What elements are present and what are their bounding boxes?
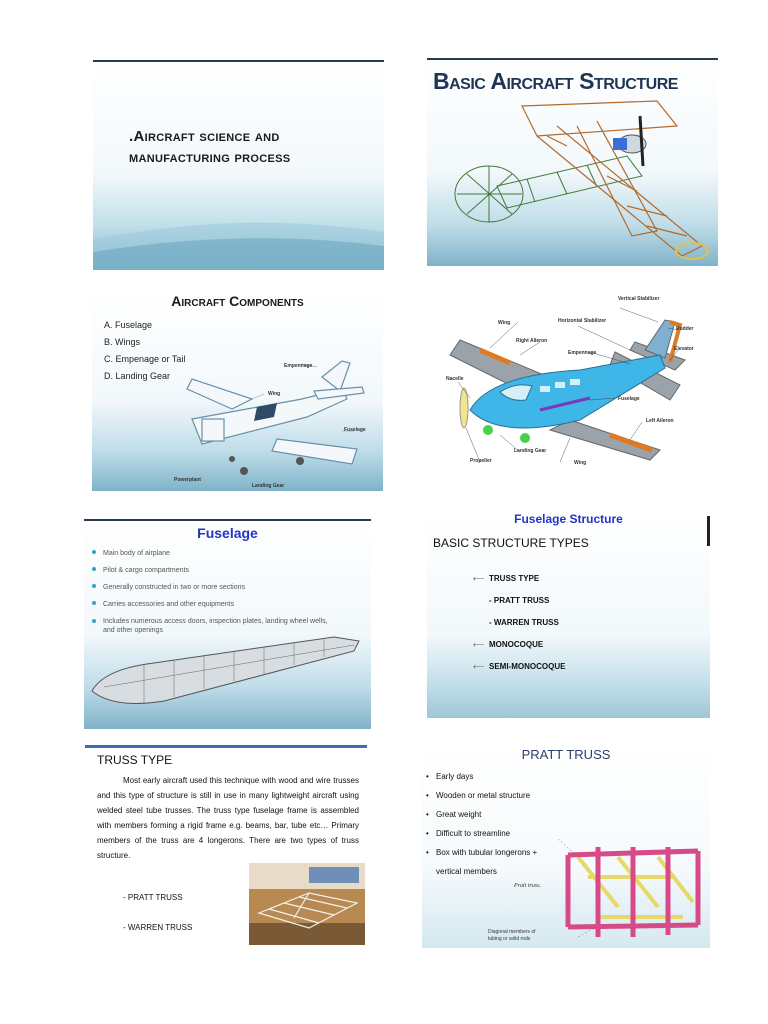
label-fuselage: Fuselage	[618, 396, 640, 402]
slide-title	[129, 126, 290, 168]
slide-top-border	[93, 60, 384, 62]
bullet-icon	[92, 567, 96, 571]
airplane-exploded-illustration	[92, 359, 383, 489]
label-horizontal-stabilizer: Horizontal Stabilizer	[558, 318, 607, 324]
list-item	[426, 805, 537, 824]
bullet-icon	[92, 619, 96, 623]
label-empennage: Empennage	[284, 363, 313, 369]
list-item: A. Fuselage	[104, 320, 153, 330]
slide-aircraft-science	[93, 60, 384, 270]
label-nacelle: Nacelle	[446, 376, 464, 382]
list-item	[426, 843, 537, 862]
list-item	[473, 568, 565, 590]
slide-title: Basic Aircraft Structure	[433, 68, 678, 94]
arrow-icon: ⟵	[473, 574, 485, 583]
bullet-text: Difficult to streamline	[436, 829, 511, 838]
list-item: C. Empenage or Tail	[104, 354, 186, 364]
list-item	[92, 596, 332, 613]
list-item	[92, 562, 332, 579]
slide-title: Fuselage Structure	[514, 512, 623, 526]
list-item	[473, 656, 565, 678]
type-text: TRUSS TYPE	[489, 574, 540, 583]
caption-line-1: Diagonal members of	[488, 929, 536, 935]
label-fuselage: Fuselage	[344, 427, 366, 433]
bullet-icon: •	[426, 829, 429, 838]
bullet-icon	[92, 601, 96, 605]
label-landing-gear: Landing Gear	[514, 448, 547, 454]
slide-top-border	[427, 58, 718, 60]
list-item	[473, 590, 565, 612]
arrow-icon: ⟵	[473, 662, 485, 671]
label-empennage: Empennage	[568, 350, 597, 356]
structure-types-list	[473, 568, 565, 678]
list-item	[92, 579, 332, 596]
label-powerplant: Powerplant	[174, 477, 201, 483]
fuselage-bullets	[92, 545, 332, 635]
list-item	[473, 634, 565, 656]
slide-title: Fuselage	[197, 525, 258, 541]
list-item	[426, 767, 537, 786]
type-text: SEMI-MONOCOQUE	[489, 662, 566, 671]
slide-top-border	[85, 745, 367, 748]
list-item: D. Landing Gear	[104, 371, 171, 381]
caption-line-2: tubing or solid rods	[488, 936, 531, 942]
slide-basic-structure	[427, 58, 718, 266]
diagonal-members-caption	[488, 929, 536, 943]
bullet-text: Carries accessories and other equipments	[103, 601, 235, 608]
title-line-1: .Aircraft science and	[129, 128, 280, 145]
label-wing-top: Wing	[498, 320, 511, 326]
type-text: - PRATT TRUSS	[489, 596, 550, 605]
label-vertical-stabilizer: Vertical Stabilizer	[618, 296, 660, 302]
slide-subtitle: BASIC STRUCTURE TYPES	[433, 536, 589, 550]
label-rudder: Rudder	[676, 326, 694, 332]
slide-right-border	[707, 516, 710, 546]
label-propeller: Propeller	[470, 458, 492, 464]
list-item: B. Wings	[104, 337, 141, 347]
slide-top-border	[84, 519, 371, 521]
bullet-icon: •	[426, 848, 429, 857]
wave-decoration	[93, 210, 384, 270]
type-text: MONOCOQUE	[489, 640, 544, 649]
bullet-text: Pilot & cargo compartments	[103, 567, 189, 574]
bullet-text: Wooden or metal structure	[436, 791, 531, 800]
slide-title: Aircraft Components	[171, 293, 304, 309]
list-item	[473, 612, 565, 634]
title-line-2: manufacturing process	[129, 149, 291, 166]
paragraph-text: Most early aircraft used this technique with wood and wire trusses and this type of structure is still in use in many lightweight aircraft using welded steel tube trusses. The truss type fuselage frame is assembled with members forming a rigid frame e.g. beams, bar, tube etc… Primary members of the truss are 4 longerons. There are two types of truss structure.	[97, 776, 359, 860]
bullet-text: Generally constructed in two or more sections	[103, 584, 246, 591]
biplane-structure-illustration	[427, 96, 718, 266]
label-left-aileron: Left Aileron	[646, 418, 674, 424]
diagram-caption: Pratt truss.	[514, 883, 542, 889]
list-item	[426, 824, 537, 843]
slide-labeled-airplane	[430, 290, 718, 490]
fuselage-cutaway-illustration	[84, 629, 371, 709]
type-text: - WARREN TRUSS	[489, 618, 559, 627]
slide-fuselage-structure	[427, 512, 710, 718]
bullet-text: Early days	[436, 772, 474, 781]
bullet-text: Great weight	[436, 810, 482, 819]
pratt-bullets	[426, 767, 537, 881]
bullet-icon: •	[426, 772, 429, 781]
bullet-icon: •	[426, 810, 429, 819]
slide-pratt-truss	[422, 745, 710, 948]
bullet-text: Includes numerous access doors, inspection plates, landing wheel wells, and other openings	[103, 618, 328, 634]
label-wing: Wing	[268, 391, 281, 397]
slide-title: PRATT TRUSS	[521, 747, 611, 762]
bullet-text: Main body of airplane	[103, 550, 170, 557]
list-item	[92, 545, 332, 562]
bullet-icon: •	[426, 791, 429, 800]
truss-subtype-1: - PRATT TRUSS	[123, 893, 183, 902]
slide-fuselage	[84, 519, 371, 729]
slide-title: TRUSS TYPE	[97, 753, 173, 767]
bullet-icon	[92, 550, 96, 554]
truss-paragraph	[97, 773, 359, 863]
label-wing-bottom: Wing	[574, 460, 587, 466]
slide-truss-type	[85, 745, 367, 948]
label-elevator: Elevator	[674, 346, 694, 352]
truss-subtype-2: - WARREN TRUSS	[123, 923, 193, 932]
label-landing-gear: Landing Gear	[252, 483, 285, 489]
label-right-aileron: Right Aileron	[516, 338, 548, 344]
bullet-text: vertical members	[436, 867, 497, 876]
arrow-icon: ⟵	[473, 640, 485, 649]
bullet-icon	[92, 584, 96, 588]
bullet-text: Box with tubular longerons +	[436, 848, 538, 857]
truss-photo	[249, 863, 365, 945]
list-item	[426, 786, 537, 805]
slide-aircraft-components	[92, 291, 383, 491]
list-item-continuation	[426, 862, 537, 881]
pratt-truss-illustration	[558, 837, 708, 947]
